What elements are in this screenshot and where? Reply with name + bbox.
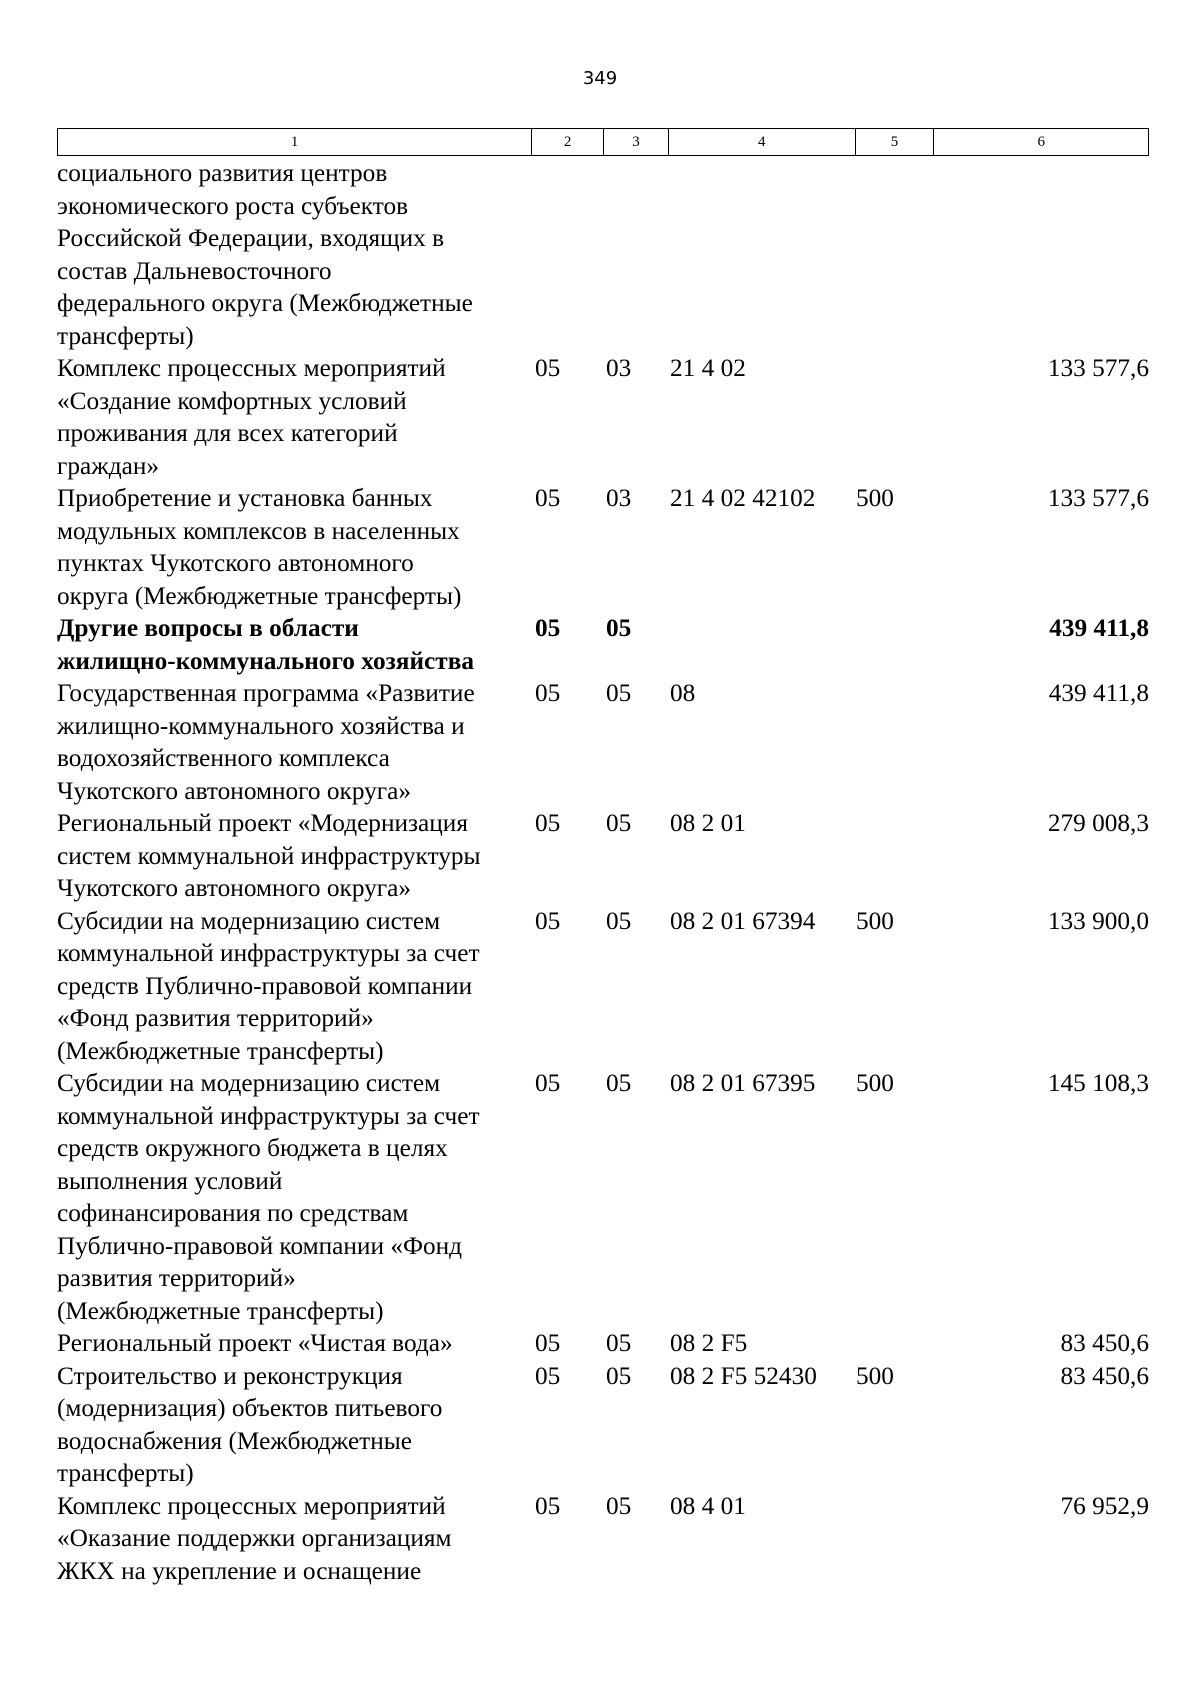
expense-type-code: [856, 352, 935, 482]
description-line: проживания для всех категорий: [57, 419, 398, 447]
section-code: 05: [535, 614, 561, 642]
section-code: 05: [535, 1069, 561, 1097]
table-header: [57, 128, 1149, 156]
description-line: модульных комплексов в населенных: [57, 516, 460, 545]
expense-type-code: [856, 157, 935, 352]
description-line: Российской Федерации, входящих в: [57, 224, 445, 252]
target-article-code: 08 2 F5: [670, 1329, 748, 1357]
subsection-code: 05: [606, 1491, 632, 1520]
description-line: «Фонд развития территорий»: [57, 1004, 374, 1032]
description-line: Комплекс процессных мероприятий: [57, 1491, 446, 1520]
description-line: трансферты): [57, 321, 194, 350]
description-line: граждан»: [57, 451, 160, 480]
expense-type-code: [856, 612, 935, 677]
table-row: [57, 612, 1149, 677]
description-line: выполнения условий: [57, 1166, 283, 1195]
description-line: «Создание комфортных условий: [57, 386, 407, 415]
subsection-code: 05: [606, 614, 632, 642]
description-line: состав Дальневосточного: [57, 256, 332, 285]
row-description: [57, 905, 532, 1068]
description-line: средств Публично-правовой компании: [57, 971, 473, 1000]
section-code: 05: [535, 906, 561, 935]
subsection-code: 05: [606, 1069, 632, 1097]
amount: 83 450,6: [1060, 1329, 1149, 1357]
description-line: водоснабжения (Межбюджетные: [57, 1426, 412, 1455]
page-number: 349: [582, 68, 618, 89]
expense-type-code: 500: [856, 484, 894, 512]
row-description: [57, 677, 532, 807]
amount: [935, 157, 1149, 352]
description-line: Региональный проект «Чистая вода»: [57, 1329, 453, 1357]
target-article-code: 21 4 02: [670, 354, 746, 382]
description-line: коммунальной инфраструктуры за счет: [57, 939, 480, 967]
description-line: (Межбюджетные трансферты): [57, 1296, 384, 1325]
subsection-code: 05: [606, 1361, 632, 1390]
table-row: [57, 1327, 1149, 1360]
description-line: Государственная программа «Развитие: [57, 679, 475, 707]
row-description: [57, 612, 532, 677]
table-row: [57, 352, 1149, 482]
row-description: [57, 1327, 532, 1360]
table-row: [57, 807, 1149, 905]
description-line: ЖКХ на укрепление и оснащение: [57, 1556, 422, 1585]
row-description: [57, 1360, 532, 1490]
subsection-code: 03: [606, 354, 632, 382]
description-line: Публично-правовой компании «Фонд: [57, 1231, 463, 1260]
description-line: Чукотского автономного округа»: [57, 776, 412, 805]
amount: 279 008,3: [1047, 809, 1149, 837]
subsection-code: [604, 157, 669, 352]
amount: 133 577,6: [1047, 354, 1149, 382]
target-article-code: [669, 612, 856, 677]
expense-type-code: [856, 807, 935, 905]
amount: 439 411,8: [1049, 614, 1149, 642]
section-code: 05: [535, 809, 561, 837]
description-line: софинансирования по средствам: [57, 1199, 409, 1227]
section-code: 05: [535, 679, 561, 707]
expense-type-code: 500: [856, 1361, 894, 1390]
table-row: [57, 905, 1149, 1068]
subsection-code: 05: [606, 679, 632, 707]
description-line: коммунальной инфраструктуры за счет: [57, 1101, 480, 1130]
description-line: федерального округа (Межбюджетные: [57, 289, 473, 317]
description-line: Региональный проект «Модернизация: [57, 809, 468, 837]
subsection-code: 05: [606, 906, 632, 935]
column-header-1: 1: [58, 129, 532, 155]
expense-type-code: [856, 1490, 935, 1588]
description-line: Чукотского автономного округа»: [57, 874, 412, 902]
description-line: жилищно-коммунального хозяйства и: [57, 711, 465, 740]
target-article-code: 21 4 02 42102: [670, 484, 816, 512]
column-header-4: 4: [669, 129, 856, 155]
row-description: [57, 1067, 532, 1327]
table-row: [57, 677, 1149, 807]
target-article-code: 08 2 F5 52430: [670, 1361, 817, 1390]
target-article-code: 08: [670, 679, 696, 707]
column-header-3: 3: [604, 129, 669, 155]
table-row: [57, 1360, 1149, 1490]
row-description: [57, 352, 532, 482]
amount: 76 952,9: [1060, 1491, 1149, 1520]
description-line: пунктах Чукотского автономного: [57, 549, 414, 577]
row-description: [57, 157, 532, 352]
description-line: Приобретение и установка банных: [57, 484, 433, 512]
section-code: 05: [535, 1491, 561, 1520]
amount: 133 900,0: [1047, 906, 1149, 935]
row-description: [57, 1490, 532, 1588]
description-line: «Оказание поддержки организациям: [57, 1524, 452, 1552]
column-header-5: 5: [856, 129, 935, 155]
description-line: трансферты): [57, 1459, 194, 1487]
subsection-code: 05: [606, 809, 632, 837]
amount: 439 411,8: [1048, 679, 1149, 707]
section-code: 05: [535, 484, 561, 512]
table-row: [57, 157, 1149, 352]
expense-type-code: [856, 677, 935, 807]
section-code: 05: [535, 1361, 561, 1390]
description-line: жилищно-коммунального хозяйства: [57, 646, 475, 675]
subsection-code: 05: [606, 1329, 632, 1357]
table-body: [57, 157, 1149, 1587]
table-row: [57, 1067, 1149, 1327]
target-article-code: [669, 157, 856, 352]
amount: 83 450,6: [1060, 1361, 1149, 1390]
row-description: [57, 807, 532, 905]
target-article-code: 08 4 01: [670, 1491, 746, 1520]
description-line: Субсидии на модернизацию систем: [57, 906, 441, 935]
description-line: водохозяйственного комплекса: [57, 744, 390, 772]
description-line: Строительство и реконструкция: [57, 1361, 403, 1390]
description-line: систем коммунальной инфраструктуры: [57, 841, 481, 870]
table-row: [57, 1490, 1149, 1588]
description-line: социального развития центров: [57, 159, 388, 187]
description-line: округа (Межбюджетные трансферты): [57, 581, 462, 610]
description-line: средств окружного бюджета в целях: [57, 1134, 448, 1162]
description-line: Субсидии на модернизацию систем: [57, 1069, 441, 1097]
expense-type-code: 500: [856, 906, 894, 935]
amount: 145 108,3: [1047, 1069, 1149, 1097]
expense-type-code: [856, 1327, 935, 1360]
description-line: (модернизация) объектов питьевого: [57, 1394, 443, 1422]
description-line: Комплекс процессных мероприятий: [57, 354, 446, 382]
description-line: экономического роста субъектов: [57, 191, 409, 220]
description-line: Другие вопросы в области: [57, 614, 359, 642]
subsection-code: 03: [606, 484, 632, 512]
amount: 133 577,6: [1047, 484, 1149, 512]
section-code: 05: [535, 1329, 561, 1357]
description-line: развития территорий»: [57, 1264, 296, 1292]
row-description: [57, 482, 532, 612]
expense-type-code: 500: [856, 1069, 894, 1097]
target-article-code: 08 2 01 67394: [670, 906, 816, 935]
table-row: [57, 482, 1149, 612]
section-code: [532, 157, 604, 352]
target-article-code: 08 2 01: [670, 809, 746, 837]
section-code: 05: [535, 354, 561, 382]
description-line: (Межбюджетные трансферты): [57, 1036, 384, 1065]
column-header-2: 2: [532, 129, 604, 155]
column-header-6: 6: [1037, 134, 1045, 150]
target-article-code: 08 2 01 67395: [670, 1069, 816, 1097]
